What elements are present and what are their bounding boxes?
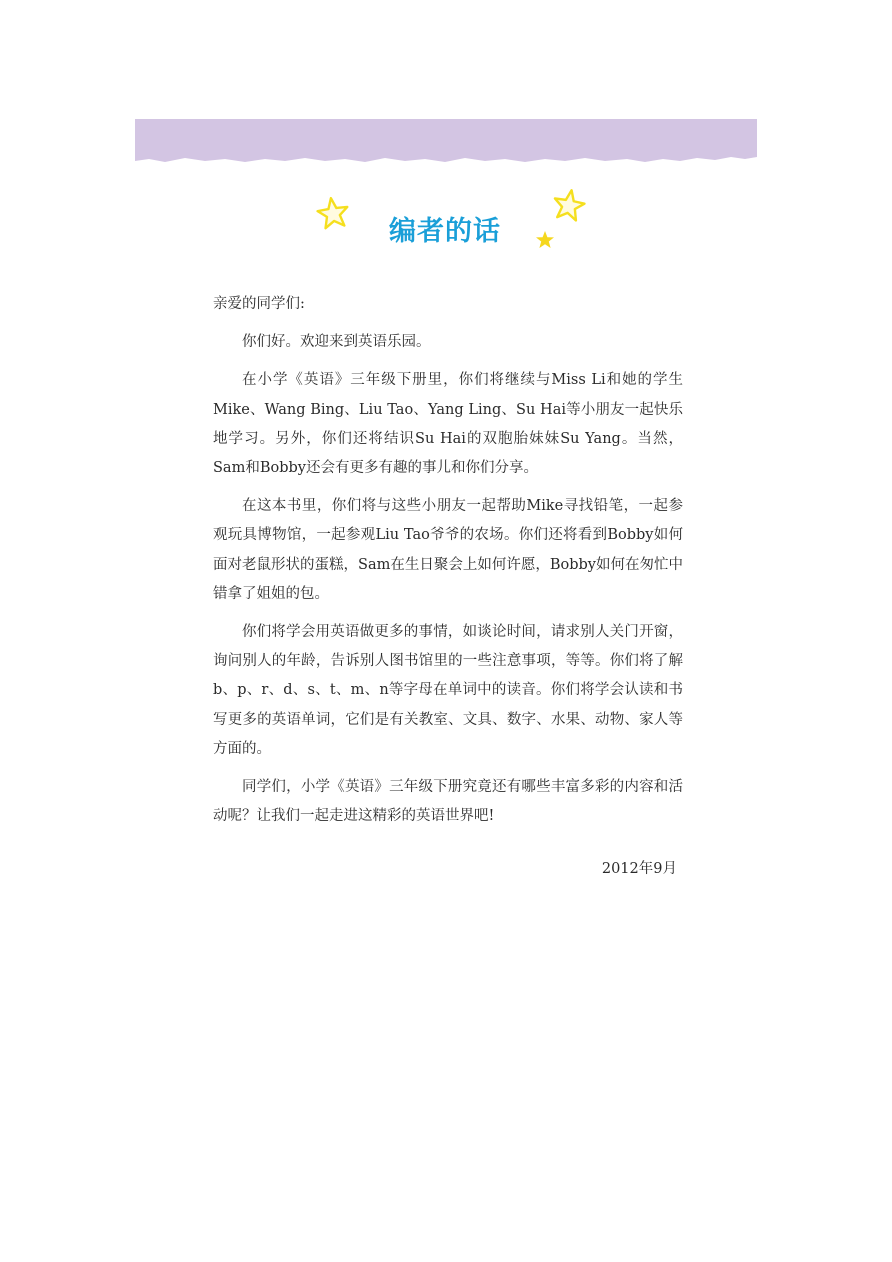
title-area — [300, 185, 600, 255]
page-title: 编者的话 — [389, 216, 501, 247]
editor-letter — [213, 290, 683, 840]
header-banner — [135, 119, 757, 165]
paragraph-closing: 同学们，小学《英语》三年级下册究竟还有哪些丰富多彩的内容和活动呢？让我们一起走进这精彩的英语世界吧! — [213, 779, 683, 825]
paragraph-characters: 在小学《英语》三年级下册里，你们将继续与Miss Li和她的学生Mike、Wang Bing、Liu Tao、Yang Ling、Su Hai等小朋友一起快乐地学习。另外，你们还将结识Su Hai的双胞胎妹妹Su Yang。当然，Sam和Bobby还会有更多有趣的事儿和你们分享。 — [213, 372, 683, 477]
paragraph-skills: 你们将学会用英语做更多的事情，如谈论时间，请求别人关门开窗，询问别人的年龄，告诉别人图书馆里的一些注意事项，等等。你们将了解b、p、r、d、s、t、m、n等字母在单词中的读音。你们将学会认读和书写更多的英语单词，它们是有关教室、文具、数字、水果、动物、家人等方面的。 — [213, 624, 683, 757]
paragraph-stories: 在这本书里，你们将与这些小朋友一起帮助Mike寻找铅笔，一起参观玩具博物馆，一起参观Liu Tao爷爷的农场。你们还将看到Bobby如何面对老鼠形状的蛋糕，Sam在生日聚会上如何许愿，Bobby如何在匆忙中错拿了姐姐的包。 — [213, 498, 683, 602]
salutation: 亲爱的同学们: — [213, 296, 305, 312]
banner-shape — [135, 119, 757, 162]
paragraph-greeting: 你们好。欢迎来到英语乐园。 — [242, 334, 431, 351]
date-line: 2012年9月 — [601, 861, 677, 877]
